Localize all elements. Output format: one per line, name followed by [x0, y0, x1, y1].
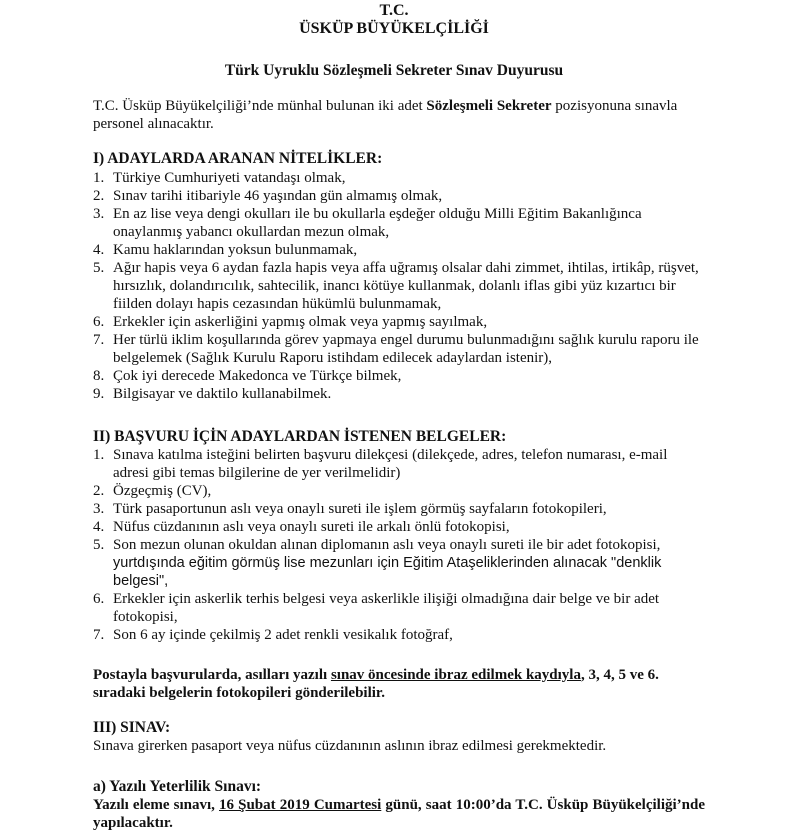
diploma-equivalence-note: yurtdışında eğitim görmüş lise mezunları için Eğitim Ataşeliklerinden alınacak "denklik belgesi",: [113, 555, 662, 589]
item-text: Özgeçmiş (CV),: [113, 483, 212, 499]
list-item: [93, 331, 705, 367]
item-text: Son mezun olunan okuldan alınan diplomanın aslı veya onaylı sureti ile bir adet fotokopisi,: [113, 537, 661, 553]
list-item: [93, 259, 705, 313]
section2-heading: II) BAŞVURU İÇİN ADAYLARDAN İSTENEN BELGELER:: [93, 428, 507, 445]
list-item: [93, 241, 705, 259]
item-number: 9.: [93, 386, 105, 402]
written-exam-text-1: Yazılı eleme sınavı,: [93, 797, 220, 813]
postal-note-text-2: , 3, 4, 5 ve 6. sıradaki belgelerin fotokopileri gönderilebilir.: [93, 667, 659, 701]
list-item: [93, 536, 705, 590]
list-item: [93, 626, 705, 644]
item-number: 1.: [93, 447, 105, 463]
item-number: 3.: [93, 501, 105, 517]
item-text: Ağır hapis veya 6 aydan fazla hapis veya affa uğramış olsalar dahi zimmet, ihtilas, irtikâp, rüşvet, hırsızlık, dolandırıcılık, sahtecilik, inancı kötüye kullanmak, dolanlı iflas gibi yüz kızartıcı bir fiilden dolayı hapis cezasından hükümlü bulunmamak,: [113, 260, 699, 312]
item-number: 6.: [93, 314, 105, 330]
list-item: [93, 169, 705, 187]
item-number: 2.: [93, 188, 105, 204]
qualifications-list: [93, 169, 705, 403]
item-text: Nüfus cüzdanının aslı veya onaylı sureti ile arkalı önlü fotokopisi,: [113, 519, 510, 535]
item-number: 7.: [93, 627, 105, 643]
item-text: Türkiye Cumhuriyeti vatandaşı olmak,: [113, 170, 346, 186]
list-item: [93, 590, 705, 626]
item-number: 4.: [93, 519, 105, 535]
item-number: 6.: [93, 591, 105, 607]
item-number: 5.: [93, 537, 105, 553]
item-text: Türk pasaportunun aslı veya onaylı sureti ile işlem görmüş sayfaların fotokopileri,: [113, 501, 607, 517]
item-text: Sınav tarihi itibariyle 46 yaşından gün almamış olmak,: [113, 188, 443, 204]
written-exam-date: 16 Şubat 2019 Cumartesi: [219, 797, 382, 813]
list-item: [93, 446, 705, 482]
list-item: [93, 313, 705, 331]
item-text: Çok iyi derecede Makedonca ve Türkçe bilmek,: [113, 368, 402, 384]
item-text: Kamu haklarından yoksun bulunmamak,: [113, 242, 358, 258]
intro-text-2: pozisyonuna sınavla personel alınacaktır.: [93, 98, 678, 132]
item-number: 4.: [93, 242, 105, 258]
intro-text-1: T.C. Üsküp Büyükelçiliği’nde münhal bulunan iki adet: [93, 98, 427, 114]
intro-position: Sözleşmeli Sekreter: [426, 98, 552, 114]
list-item: [93, 482, 705, 500]
section3-heading: III) SINAV:: [93, 719, 171, 736]
section3-text: Sınava girerken pasaport veya nüfus cüzdanının aslının ibraz edilmesi gerekmektedir.: [93, 738, 607, 754]
list-item: [93, 367, 705, 385]
list-item: [93, 205, 705, 241]
section1-heading: I) ADAYLARDA ARANAN NİTELİKLER:: [93, 150, 383, 167]
header-embassy: ÜSKÜP BÜYÜKELÇİLİĞİ: [299, 20, 489, 37]
postal-note-underlined: sınav öncesinde ibraz edilmek kaydıyla: [330, 667, 581, 683]
item-number: 3.: [93, 206, 105, 222]
intro-paragraph: [93, 97, 705, 133]
item-text: Her türlü iklim koşullarında görev yapmaya engel durumu bulunmadığını sağlık kurulu raporu ile belgelemek (Sağlık Kurulu Raporu istihdam edilecek adaylardan istenir),: [113, 332, 699, 366]
item-number: 8.: [93, 368, 105, 384]
item-text: Son 6 ay içinde çekilmiş 2 adet renkli vesikalık fotoğraf,: [113, 627, 453, 643]
header-tc: T.C.: [379, 2, 409, 19]
documents-list: [93, 446, 705, 644]
item-text: Erkekler için askerlik terhis belgesi veya askerlikle ilişiği olmadığına dair belge ve bir adet fotokopisi,: [113, 591, 660, 625]
item-number: 2.: [93, 483, 105, 499]
postal-note: [93, 666, 705, 702]
item-text: En az lise veya dengi okulları ile bu okullarla eşdeğer olduğu Milli Eğitim Bakanlığınca onaylanmış yabancı okullardan mezun olmak,: [113, 206, 642, 240]
list-item: [93, 385, 705, 403]
item-text: Erkekler için askerliğini yapmış olmak veya yapmış sayılmak,: [113, 314, 488, 330]
written-exam-text: [93, 796, 705, 832]
list-item: [93, 187, 705, 205]
written-exam-text-2: günü, saat 10:00’da T.C. Üsküp Büyükelçiliği’nde yapılacaktır.: [93, 797, 705, 831]
page-title: Türk Uyruklu Sözleşmeli Sekreter Sınav Duyurusu: [224, 62, 564, 79]
item-text: Sınava katılma isteğini belirten başvuru dilekçesi (dilekçede, adres, telefon numarası, e-mail adresi gibi temas bilgilerine de yer verilmelidir): [113, 447, 668, 481]
item-text: Bilgisayar ve daktilo kullanabilmek.: [113, 386, 332, 402]
list-item: [93, 500, 705, 518]
item-number: 1.: [93, 170, 105, 186]
postal-note-text-1: Postayla başvurularda, asılları yazılı: [93, 667, 331, 683]
item-number: 7.: [93, 332, 105, 348]
list-item: [93, 518, 705, 536]
item-number: 5.: [93, 260, 105, 276]
written-exam-heading: a) Yazılı Yeterlilik Sınavı:: [93, 778, 262, 795]
